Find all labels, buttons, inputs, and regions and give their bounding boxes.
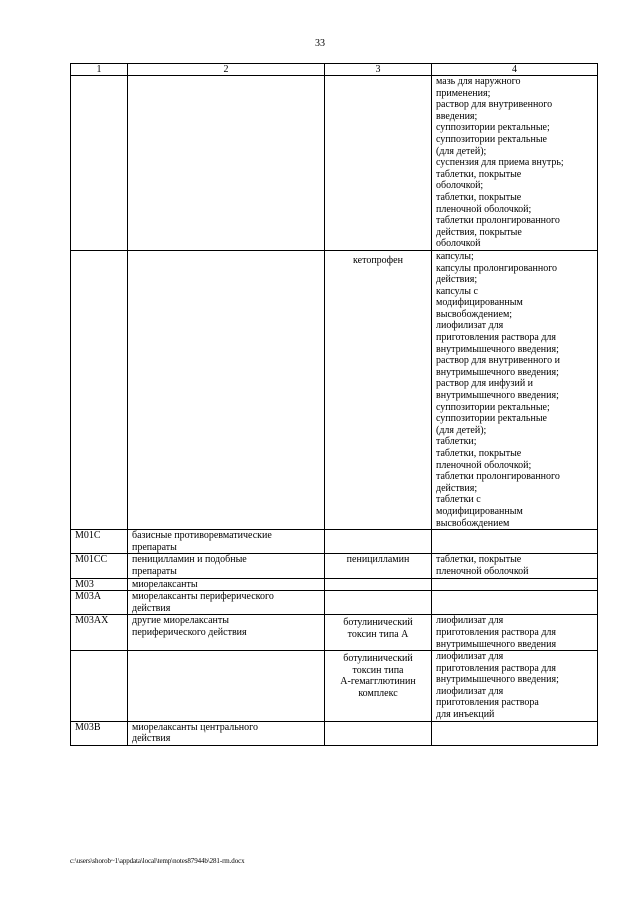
cell-group xyxy=(128,554,325,578)
table-row xyxy=(71,76,598,251)
cell-forms-line: суппозитории ректальные xyxy=(436,413,547,425)
cell-forms-line: высвобождением xyxy=(436,517,510,529)
header-col-1: 1 xyxy=(71,64,128,76)
cell-group-line: миорелаксанты периферического xyxy=(132,591,274,603)
cell-code-text: M03 xyxy=(75,578,94,590)
cell-forms-line: приготовления раствора для xyxy=(436,662,556,674)
cell-forms-line: приготовления раствора xyxy=(436,697,539,709)
cell-code-text: M01C xyxy=(75,530,101,542)
cell-group xyxy=(128,591,325,615)
cell-group xyxy=(128,651,325,722)
cell-group-line: пеницилламин и подобные xyxy=(132,554,247,566)
cell-inn-line: ботулинический xyxy=(343,653,413,665)
cell-group-line: действия xyxy=(132,733,171,745)
cell-forms-line: таблетки пролонгированного xyxy=(436,215,560,227)
cell-forms-line: лиофилизат для xyxy=(436,615,504,627)
cell-inn xyxy=(325,530,432,554)
cell-forms-line: пленочной оболочкой; xyxy=(436,203,532,215)
cell-group-line: препараты xyxy=(132,565,177,577)
cell-code-text: M01CC xyxy=(75,554,108,566)
cell-forms-line: раствор для инфузий и xyxy=(436,378,534,390)
cell-forms-line: для инъекций xyxy=(436,709,495,721)
cell-forms-line: действия; xyxy=(436,482,478,494)
cell-group xyxy=(128,578,325,591)
cell-group xyxy=(128,76,325,251)
cell-forms-line: (для детей); xyxy=(436,145,487,157)
cell-forms-line: действия; xyxy=(436,274,478,286)
cell-forms-line: раствор для внутривенного xyxy=(436,99,553,111)
cell-code xyxy=(71,578,128,591)
cell-forms xyxy=(432,615,598,651)
cell-forms-line: применения; xyxy=(436,87,491,99)
cell-inn-line: A-гемагглютинин xyxy=(340,676,416,688)
cell-forms-line: модифицированным xyxy=(436,505,523,517)
cell-code xyxy=(71,591,128,615)
cell-group-line: препараты xyxy=(132,541,177,553)
cell-group-line: базисные противоревматические xyxy=(132,530,272,542)
cell-forms-line: введения; xyxy=(436,110,478,122)
cell-forms-line: модифицированным xyxy=(436,297,523,309)
cell-forms-line: внутримышечного введения; xyxy=(436,674,559,686)
cell-inn-line: токсин типа A xyxy=(347,628,409,640)
cell-code xyxy=(71,615,128,651)
table-row xyxy=(71,250,598,529)
cell-forms-line: суспензия для приема внутрь; xyxy=(436,157,564,169)
cell-forms-line: внутримышечного введения; xyxy=(436,390,559,402)
cell-inn-line: ботулинический xyxy=(343,617,413,629)
cell-forms-line: таблетки; xyxy=(436,436,477,448)
cell-code-text: M03B xyxy=(75,721,101,733)
header-col-2: 2 xyxy=(128,64,325,76)
cell-forms-line: приготовления раствора для xyxy=(436,626,556,638)
header-col-4: 4 xyxy=(432,64,598,76)
cell-forms-line: приготовления раствора для xyxy=(436,332,556,344)
cell-inn-line: комплекс xyxy=(358,687,398,699)
cell-forms-line: лиофилизат для xyxy=(436,685,504,697)
cell-forms xyxy=(432,250,598,529)
cell-inn-line: пеницилламин xyxy=(346,554,410,566)
cell-forms-line: высвобождением; xyxy=(436,308,513,320)
cell-forms-line: суппозитории ректальные xyxy=(436,133,547,145)
drug-table xyxy=(70,63,598,746)
cell-forms-line: (для детей); xyxy=(436,424,487,436)
table-row xyxy=(71,530,598,554)
footer-file-path: c:\users\shorob~1\appdata\local\temp\notes87944b\281-rm.docx xyxy=(70,857,245,865)
cell-forms-line: капсулы пролонгированного xyxy=(436,262,558,274)
cell-forms-line: суппозитории ректальные; xyxy=(436,401,550,413)
cell-forms-line: таблетки, покрытые xyxy=(436,554,522,566)
cell-forms-line: капсулы; xyxy=(436,250,474,262)
cell-inn-line: токсин типа xyxy=(352,664,404,676)
table-row xyxy=(71,591,598,615)
cell-inn xyxy=(325,76,432,251)
cell-inn xyxy=(325,250,432,529)
cell-forms-line: пленочной оболочкой; xyxy=(436,459,532,471)
cell-forms-line: таблетки, покрытые xyxy=(436,448,522,459)
cell-forms-line: лиофилизат для xyxy=(436,320,504,332)
cell-inn-line: кетопрофен xyxy=(353,254,403,266)
cell-forms-line: раствор для внутривенного и xyxy=(436,355,561,367)
cell-forms-line: таблетки, покрытые xyxy=(436,191,522,203)
table-row xyxy=(71,721,598,745)
cell-group xyxy=(128,530,325,554)
table-row xyxy=(71,578,598,591)
cell-inn xyxy=(325,615,432,651)
table-row xyxy=(71,615,598,651)
cell-forms-line: таблетки пролонгированного xyxy=(436,471,560,483)
cell-code xyxy=(71,530,128,554)
cell-forms xyxy=(432,651,598,722)
cell-group xyxy=(128,250,325,529)
header-col-3: 3 xyxy=(325,64,432,76)
table-row xyxy=(71,554,598,578)
cell-forms xyxy=(432,76,598,251)
cell-code-text: M03AX xyxy=(75,615,109,627)
cell-code xyxy=(71,554,128,578)
cell-forms-line: таблетки с xyxy=(436,494,481,506)
header-row xyxy=(71,64,598,76)
cell-inn xyxy=(325,591,432,615)
cell-forms-line: таблетки, покрытые xyxy=(436,168,522,180)
cell-forms-line: лиофилизат для xyxy=(436,651,504,663)
cell-code xyxy=(71,76,128,251)
cell-group-line: периферического действия xyxy=(132,626,247,638)
cell-group-line: действия xyxy=(132,602,171,614)
cell-forms-line: пленочной оболочкой xyxy=(436,565,529,577)
cell-inn xyxy=(325,578,432,591)
cell-forms-line: действия, покрытые xyxy=(436,226,522,238)
cell-forms-line: внутримышечного введения xyxy=(436,638,557,650)
cell-forms xyxy=(432,591,598,615)
cell-group xyxy=(128,721,325,745)
cell-forms-line: капсулы с xyxy=(436,285,478,297)
cell-code xyxy=(71,721,128,745)
cell-forms xyxy=(432,578,598,591)
cell-inn xyxy=(325,721,432,745)
cell-forms-line: внутримышечного введения; xyxy=(436,343,559,355)
cell-forms-line: внутримышечного введения; xyxy=(436,366,559,378)
cell-forms-line: оболочкой; xyxy=(436,180,484,192)
cell-forms-line: оболочкой xyxy=(436,238,481,250)
cell-forms xyxy=(432,554,598,578)
cell-forms-line: мазь для наружного xyxy=(436,76,521,87)
cell-group-line: другие миорелаксанты xyxy=(132,615,229,627)
page-number: 33 xyxy=(315,38,325,49)
cell-forms xyxy=(432,721,598,745)
cell-group-line: миорелаксанты xyxy=(132,578,198,590)
cell-group xyxy=(128,615,325,651)
cell-code-text: M03A xyxy=(75,591,102,603)
cell-forms-line: суппозитории ректальные; xyxy=(436,122,550,134)
cell-group-line: миорелаксанты центрального xyxy=(132,721,259,733)
table-row xyxy=(71,651,598,722)
cell-inn xyxy=(325,651,432,722)
cell-forms xyxy=(432,530,598,554)
cell-code xyxy=(71,250,128,529)
cell-code xyxy=(71,651,128,722)
cell-inn xyxy=(325,554,432,578)
